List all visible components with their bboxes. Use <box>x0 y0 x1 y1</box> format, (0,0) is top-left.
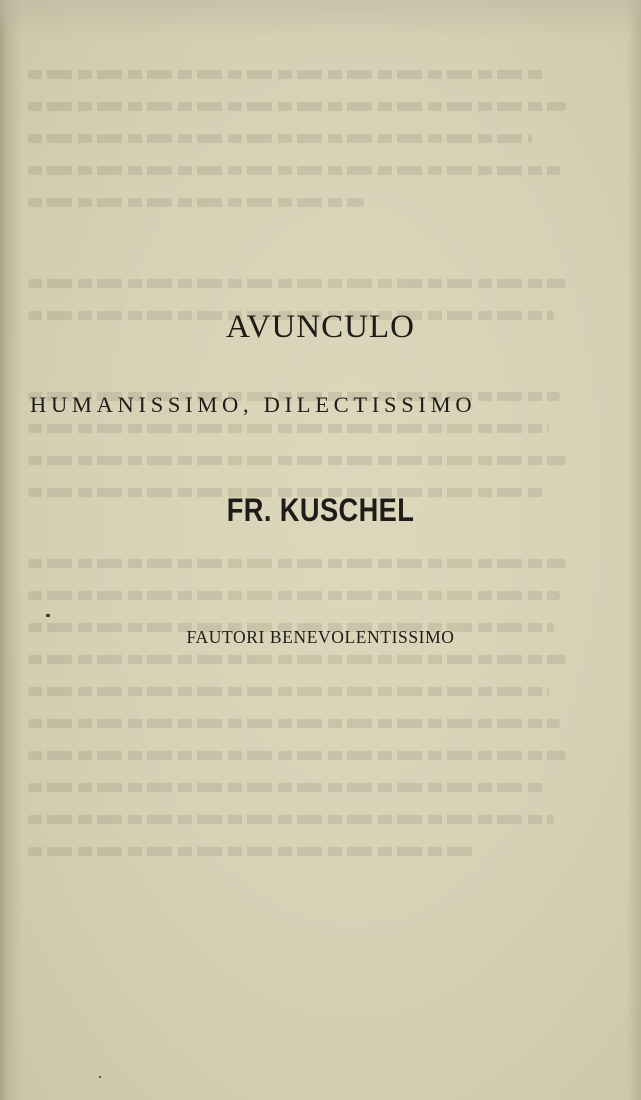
ink-speck <box>46 614 50 617</box>
dedication-line-avunculo: AVUNCULO <box>226 309 415 345</box>
dedication-line-epithets: HUMANISSIMO, DILECTISSIMO <box>30 392 477 417</box>
ink-speck <box>99 1076 101 1078</box>
dedication-line-fautori: FAUTORI BENEVOLENTISSIMO <box>186 627 455 647</box>
dedication-line-name: FR. KUSCHEL <box>226 492 415 528</box>
